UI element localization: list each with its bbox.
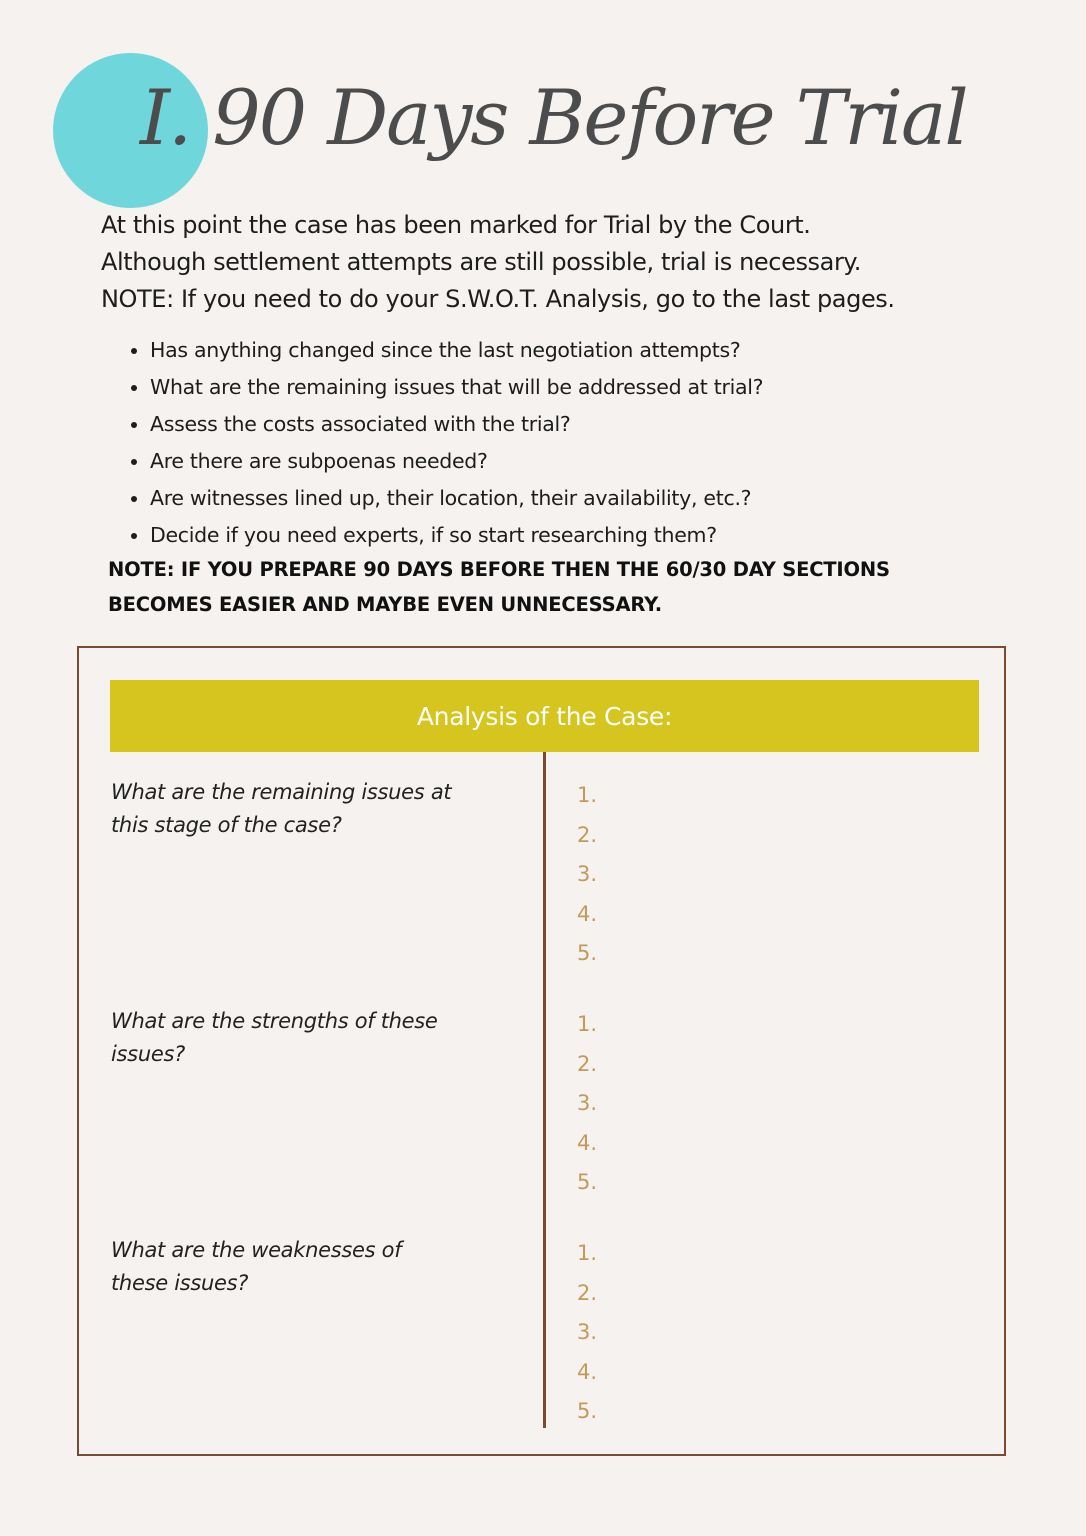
intro-line: NOTE: If you need to do your S.W.O.T. Analysis, go to the last pages.: [101, 285, 895, 313]
question-strengths: [111, 1005, 491, 1071]
answer-number[interactable]: 3.: [577, 1320, 598, 1345]
note-line: NOTE: IF YOU PREPARE 90 DAYS BEFORE THEN THE 60/30 DAY SECTIONS: [108, 558, 890, 581]
answer-list-weaknesses: [577, 1234, 597, 1432]
answer-number[interactable]: 2.: [577, 822, 598, 847]
question-line: What are the remaining issues at: [111, 780, 452, 804]
answer-number[interactable]: 5.: [577, 941, 598, 966]
answer-number[interactable]: 1.: [577, 1012, 598, 1036]
question-line: these issues?: [111, 1271, 249, 1295]
intro-line: Although settlement attempts are still possible, trial is necessary.: [101, 248, 862, 276]
question-line: issues?: [111, 1042, 185, 1066]
answer-number[interactable]: 1.: [577, 783, 598, 807]
analysis-header: Analysis of the Case:: [110, 680, 979, 752]
question-line: this stage of the case?: [111, 813, 342, 837]
question-remaining-issues: [111, 776, 491, 842]
answer-number[interactable]: 3.: [577, 862, 598, 887]
answer-number[interactable]: 2.: [577, 1280, 598, 1305]
answer-number[interactable]: 4.: [577, 1130, 598, 1155]
checklist-item: • Has anything changed since the last negotiation attempts?: [150, 332, 1030, 369]
question-weaknesses: [111, 1234, 491, 1300]
answer-number[interactable]: 1.: [577, 1241, 598, 1265]
checklist-item: • Assess the costs associated with the trial?: [150, 406, 1030, 443]
answer-number[interactable]: 4.: [577, 901, 598, 926]
bold-note: [108, 552, 988, 622]
answer-number[interactable]: 4.: [577, 1359, 598, 1384]
checklist-item: • Are witnesses lined up, their location, their availability, etc.?: [150, 480, 1030, 517]
checklist-item: • What are the remaining issues that will be addressed at trial?: [150, 369, 1030, 406]
answer-number[interactable]: 5.: [577, 1170, 598, 1195]
answer-number[interactable]: 3.: [577, 1091, 598, 1116]
question-line: What are the strengths of these: [111, 1009, 438, 1033]
checklist: [101, 332, 1030, 554]
answer-number[interactable]: 5.: [577, 1399, 598, 1424]
note-line: BECOMES EASIER AND MAYBE EVEN UNNECESSARY.: [108, 593, 662, 616]
checklist-item: • Are there are subpoenas needed?: [150, 443, 1030, 480]
answer-number[interactable]: 2.: [577, 1051, 598, 1076]
analysis-box: [77, 646, 1006, 1456]
intro-paragraph: [101, 207, 1001, 318]
answer-list-remaining-issues: [577, 776, 597, 974]
column-divider: [543, 752, 546, 1428]
question-line: What are the weaknesses of: [111, 1238, 402, 1262]
answer-list-strengths: [577, 1005, 597, 1203]
checklist-item: • Decide if you need experts, if so start researching them?: [150, 517, 1030, 554]
page-title: I. 90 Days Before Trial: [140, 73, 967, 162]
intro-line: At this point the case has been marked for Trial by the Court.: [101, 211, 811, 239]
